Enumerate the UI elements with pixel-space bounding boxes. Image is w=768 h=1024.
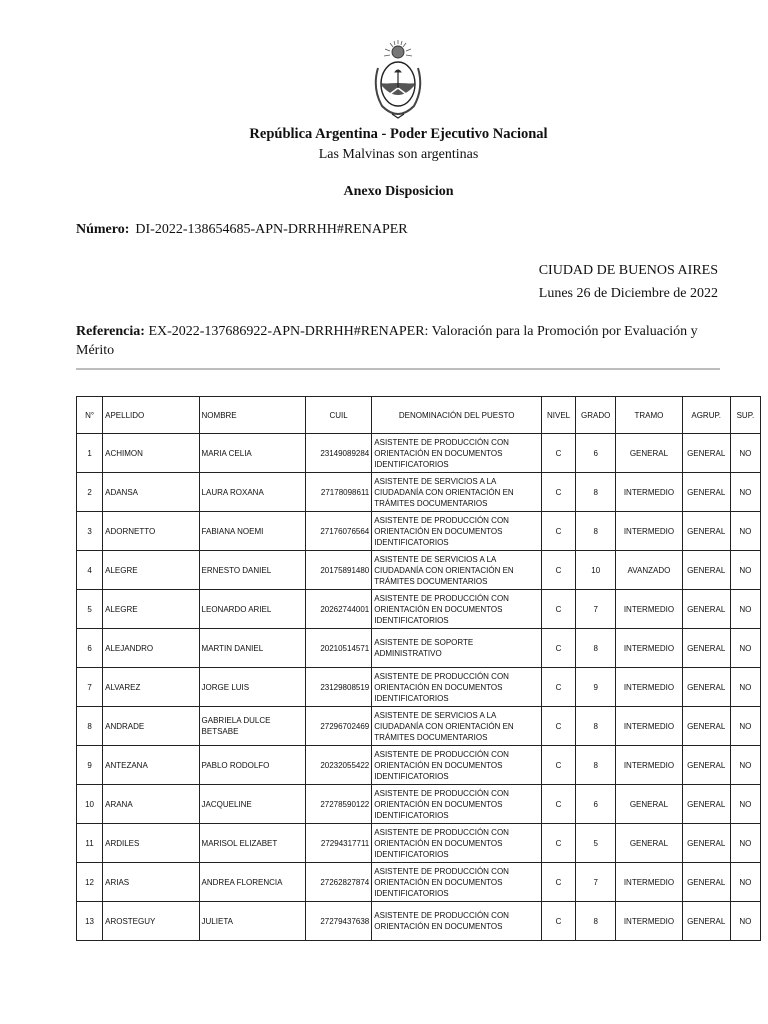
cell-agrup: GENERAL [682,902,730,941]
table-header-row [77,397,761,434]
cell-nivel: C [542,629,576,668]
cell-apellido: ADANSA [103,473,199,512]
cell-apellido: ACHIMON [103,434,199,473]
cell-agrup: GENERAL [682,434,730,473]
cell-puesto: ASISTENTE DE PRODUCCIÓN CON ORIENTACIÓN EN DOCUMENTOS IDENTIFICATORIOS [372,590,542,629]
cell-grado: 7 [576,863,616,902]
cell-sup: NO [730,746,760,785]
cell-puesto: ASISTENTE DE PRODUCCIÓN CON ORIENTACIÓN EN DOCUMENTOS IDENTIFICATORIOS [372,668,542,707]
cell-sup: NO [730,590,760,629]
cell-sup: NO [730,551,760,590]
col-header-grado: GRADO [576,397,616,434]
cell-cuil: 20262744001 [305,590,371,629]
col-header-n: N° [77,397,103,434]
cell-n: 7 [77,668,103,707]
col-header-agrup: AGRUP. [682,397,730,434]
cell-grado: 6 [576,785,616,824]
cell-apellido: AROSTEGUY [103,902,199,941]
employee-table [76,396,761,941]
cell-cuil: 27278590122 [305,785,371,824]
table-row [77,668,761,707]
cell-nombre: JACQUELINE [199,785,305,824]
cell-sup: NO [730,785,760,824]
cell-n: 5 [77,590,103,629]
cell-tramo: AVANZADO [616,551,682,590]
cell-puesto: ASISTENTE DE PRODUCCIÓN CON ORIENTACIÓN EN DOCUMENTOS IDENTIFICATORIOS [372,824,542,863]
cell-grado: 6 [576,434,616,473]
cell-nombre: PABLO RODOLFO [199,746,305,785]
cell-tramo: GENERAL [616,785,682,824]
cell-grado: 8 [576,902,616,941]
cell-nombre: MARISOL ELIZABET [199,824,305,863]
cell-cuil: 27296702469 [305,707,371,746]
cell-apellido: ANDRADE [103,707,199,746]
cell-nombre: ANDREA FLORENCIA [199,863,305,902]
cell-cuil: 27262827874 [305,863,371,902]
reference-label: Referencia: [76,324,145,339]
cell-sup: NO [730,668,760,707]
cell-n: 3 [77,512,103,551]
cell-puesto: ASISTENTE DE PRODUCCIÓN CON ORIENTACIÓN EN DOCUMENTOS [372,902,542,941]
cell-agrup: GENERAL [682,863,730,902]
cell-sup: NO [730,707,760,746]
cell-nivel: C [542,434,576,473]
cell-puesto: ASISTENTE DE SERVICIOS A LA CIUDADANÍA CON ORIENTACIÓN EN TRÁMITES DOCUMENTARIOS [372,551,542,590]
table-row [77,785,761,824]
place: CIUDAD DE BUENOS AIRES [538,263,718,278]
cell-tramo: INTERMEDIO [616,512,682,551]
cell-cuil: 27294317711 [305,824,371,863]
cell-puesto: ASISTENTE DE SERVICIOS A LA CIUDADANÍA CON ORIENTACIÓN EN TRÁMITES DOCUMENTARIOS [372,707,542,746]
cell-grado: 8 [576,746,616,785]
cell-agrup: GENERAL [682,473,730,512]
cell-n: 2 [77,473,103,512]
cell-n: 12 [77,863,103,902]
cell-nivel: C [542,473,576,512]
cell-agrup: GENERAL [682,746,730,785]
cell-puesto: ASISTENTE DE SERVICIOS A LA CIUDADANÍA CON ORIENTACIÓN EN TRÁMITES DOCUMENTARIOS [372,473,542,512]
cell-agrup: GENERAL [682,629,730,668]
cell-apellido: ALEGRE [103,590,199,629]
cell-puesto: ASISTENTE DE SOPORTE ADMINISTRATIVO [372,629,542,668]
cell-nivel: C [542,590,576,629]
cell-grado: 10 [576,551,616,590]
document-number-label: Número: [76,222,130,237]
document-type: Anexo Disposicion [343,184,454,199]
cell-apellido: ANTEZANA [103,746,199,785]
cell-cuil: 23149089284 [305,434,371,473]
coat-of-arms-icon [368,38,428,122]
table-row [77,473,761,512]
cell-nivel: C [542,863,576,902]
col-header-tramo: TRAMO [616,397,682,434]
cell-tramo: GENERAL [616,824,682,863]
cell-puesto: ASISTENTE DE PRODUCCIÓN CON ORIENTACIÓN EN DOCUMENTOS IDENTIFICATORIOS [372,746,542,785]
cell-agrup: GENERAL [682,785,730,824]
cell-agrup: GENERAL [682,668,730,707]
cell-nombre: FABIANA NOEMI [199,512,305,551]
cell-sup: NO [730,863,760,902]
cell-apellido: ALEJANDRO [103,629,199,668]
cell-agrup: GENERAL [682,707,730,746]
cell-nivel: C [542,551,576,590]
cell-cuil: 27176076564 [305,512,371,551]
table-row [77,824,761,863]
reference [76,322,724,360]
cell-grado: 8 [576,707,616,746]
cell-n: 9 [77,746,103,785]
cell-grado: 8 [576,629,616,668]
cell-sup: NO [730,902,760,941]
cell-tramo: INTERMEDIO [616,746,682,785]
cell-tramo: INTERMEDIO [616,629,682,668]
cell-apellido: ARANA [103,785,199,824]
cell-nivel: C [542,902,576,941]
cell-n: 4 [77,551,103,590]
cell-nombre: JULIETA [199,902,305,941]
cell-sup: NO [730,434,760,473]
table-row [77,590,761,629]
cell-tramo: INTERMEDIO [616,473,682,512]
government-subtitle: Las Malvinas son argentinas [318,147,479,162]
date: Lunes 26 de Diciembre de 2022 [538,286,718,301]
cell-apellido: ADORNETTO [103,512,199,551]
cell-n: 13 [77,902,103,941]
cell-grado: 5 [576,824,616,863]
cell-apellido: ARIAS [103,863,199,902]
cell-nombre: LEONARDO ARIEL [199,590,305,629]
table-row [77,902,761,941]
table-row [77,512,761,551]
table-row [77,434,761,473]
cell-agrup: GENERAL [682,590,730,629]
cell-apellido: ALEGRE [103,551,199,590]
cell-nombre: MARTIN DANIEL [199,629,305,668]
cell-grado: 8 [576,473,616,512]
table-row [77,629,761,668]
cell-nivel: C [542,707,576,746]
cell-nivel: C [542,668,576,707]
col-header-nombre: NOMBRE [199,397,305,434]
table-row [77,707,761,746]
cell-puesto: ASISTENTE DE PRODUCCIÓN CON ORIENTACIÓN EN DOCUMENTOS IDENTIFICATORIOS [372,434,542,473]
cell-puesto: ASISTENTE DE PRODUCCIÓN CON ORIENTACIÓN EN DOCUMENTOS IDENTIFICATORIOS [372,863,542,902]
cell-nombre: LAURA ROXANA [199,473,305,512]
cell-cuil: 27279437638 [305,902,371,941]
cell-sup: NO [730,629,760,668]
cell-grado: 8 [576,512,616,551]
cell-n: 11 [77,824,103,863]
divider [76,368,720,370]
cell-puesto: ASISTENTE DE PRODUCCIÓN CON ORIENTACIÓN EN DOCUMENTOS IDENTIFICATORIOS [372,512,542,551]
cell-nombre: JORGE LUIS [199,668,305,707]
cell-nivel: C [542,512,576,551]
cell-cuil: 20210514571 [305,629,371,668]
cell-nombre: ERNESTO DANIEL [199,551,305,590]
cell-cuil: 27178098611 [305,473,371,512]
document-number-value: DI-2022-138654685-APN-DRRHH#RENAPER [135,222,408,237]
document-number [76,222,408,238]
cell-grado: 9 [576,668,616,707]
cell-n: 10 [77,785,103,824]
table-row [77,551,761,590]
col-header-cuil: CUIL [305,397,371,434]
table-row [77,863,761,902]
cell-agrup: GENERAL [682,512,730,551]
cell-agrup: GENERAL [682,824,730,863]
col-header-nivel: NIVEL [542,397,576,434]
cell-sup: NO [730,824,760,863]
cell-agrup: GENERAL [682,551,730,590]
cell-nivel: C [542,785,576,824]
cell-nombre: GABRIELA DULCE BETSABE [199,707,305,746]
cell-apellido: ALVAREZ [103,668,199,707]
cell-puesto: ASISTENTE DE PRODUCCIÓN CON ORIENTACIÓN EN DOCUMENTOS IDENTIFICATORIOS [372,785,542,824]
col-header-sup: SUP. [730,397,760,434]
cell-sup: NO [730,512,760,551]
cell-tramo: INTERMEDIO [616,668,682,707]
col-header-apellido: APELLIDO [103,397,199,434]
cell-cuil: 20175891480 [305,551,371,590]
reference-text: EX-2022-137686922-APN-DRRHH#RENAPER: Valoración para la Promoción por Evaluación y Mérito [76,324,698,358]
cell-n: 1 [77,434,103,473]
cell-tramo: INTERMEDIO [616,707,682,746]
cell-grado: 7 [576,590,616,629]
col-header-puesto: DENOMINACIÓN DEL PUESTO [372,397,542,434]
cell-tramo: INTERMEDIO [616,863,682,902]
cell-cuil: 23129808519 [305,668,371,707]
cell-apellido: ARDILES [103,824,199,863]
cell-tramo: INTERMEDIO [616,902,682,941]
cell-n: 6 [77,629,103,668]
cell-nivel: C [542,746,576,785]
cell-cuil: 20232055422 [305,746,371,785]
table-row [77,746,761,785]
cell-nombre: MARIA CELIA [199,434,305,473]
cell-tramo: INTERMEDIO [616,590,682,629]
cell-n: 8 [77,707,103,746]
cell-tramo: GENERAL [616,434,682,473]
cell-sup: NO [730,473,760,512]
government-title: República Argentina - Poder Ejecutivo Nacional [249,126,548,142]
cell-nivel: C [542,824,576,863]
